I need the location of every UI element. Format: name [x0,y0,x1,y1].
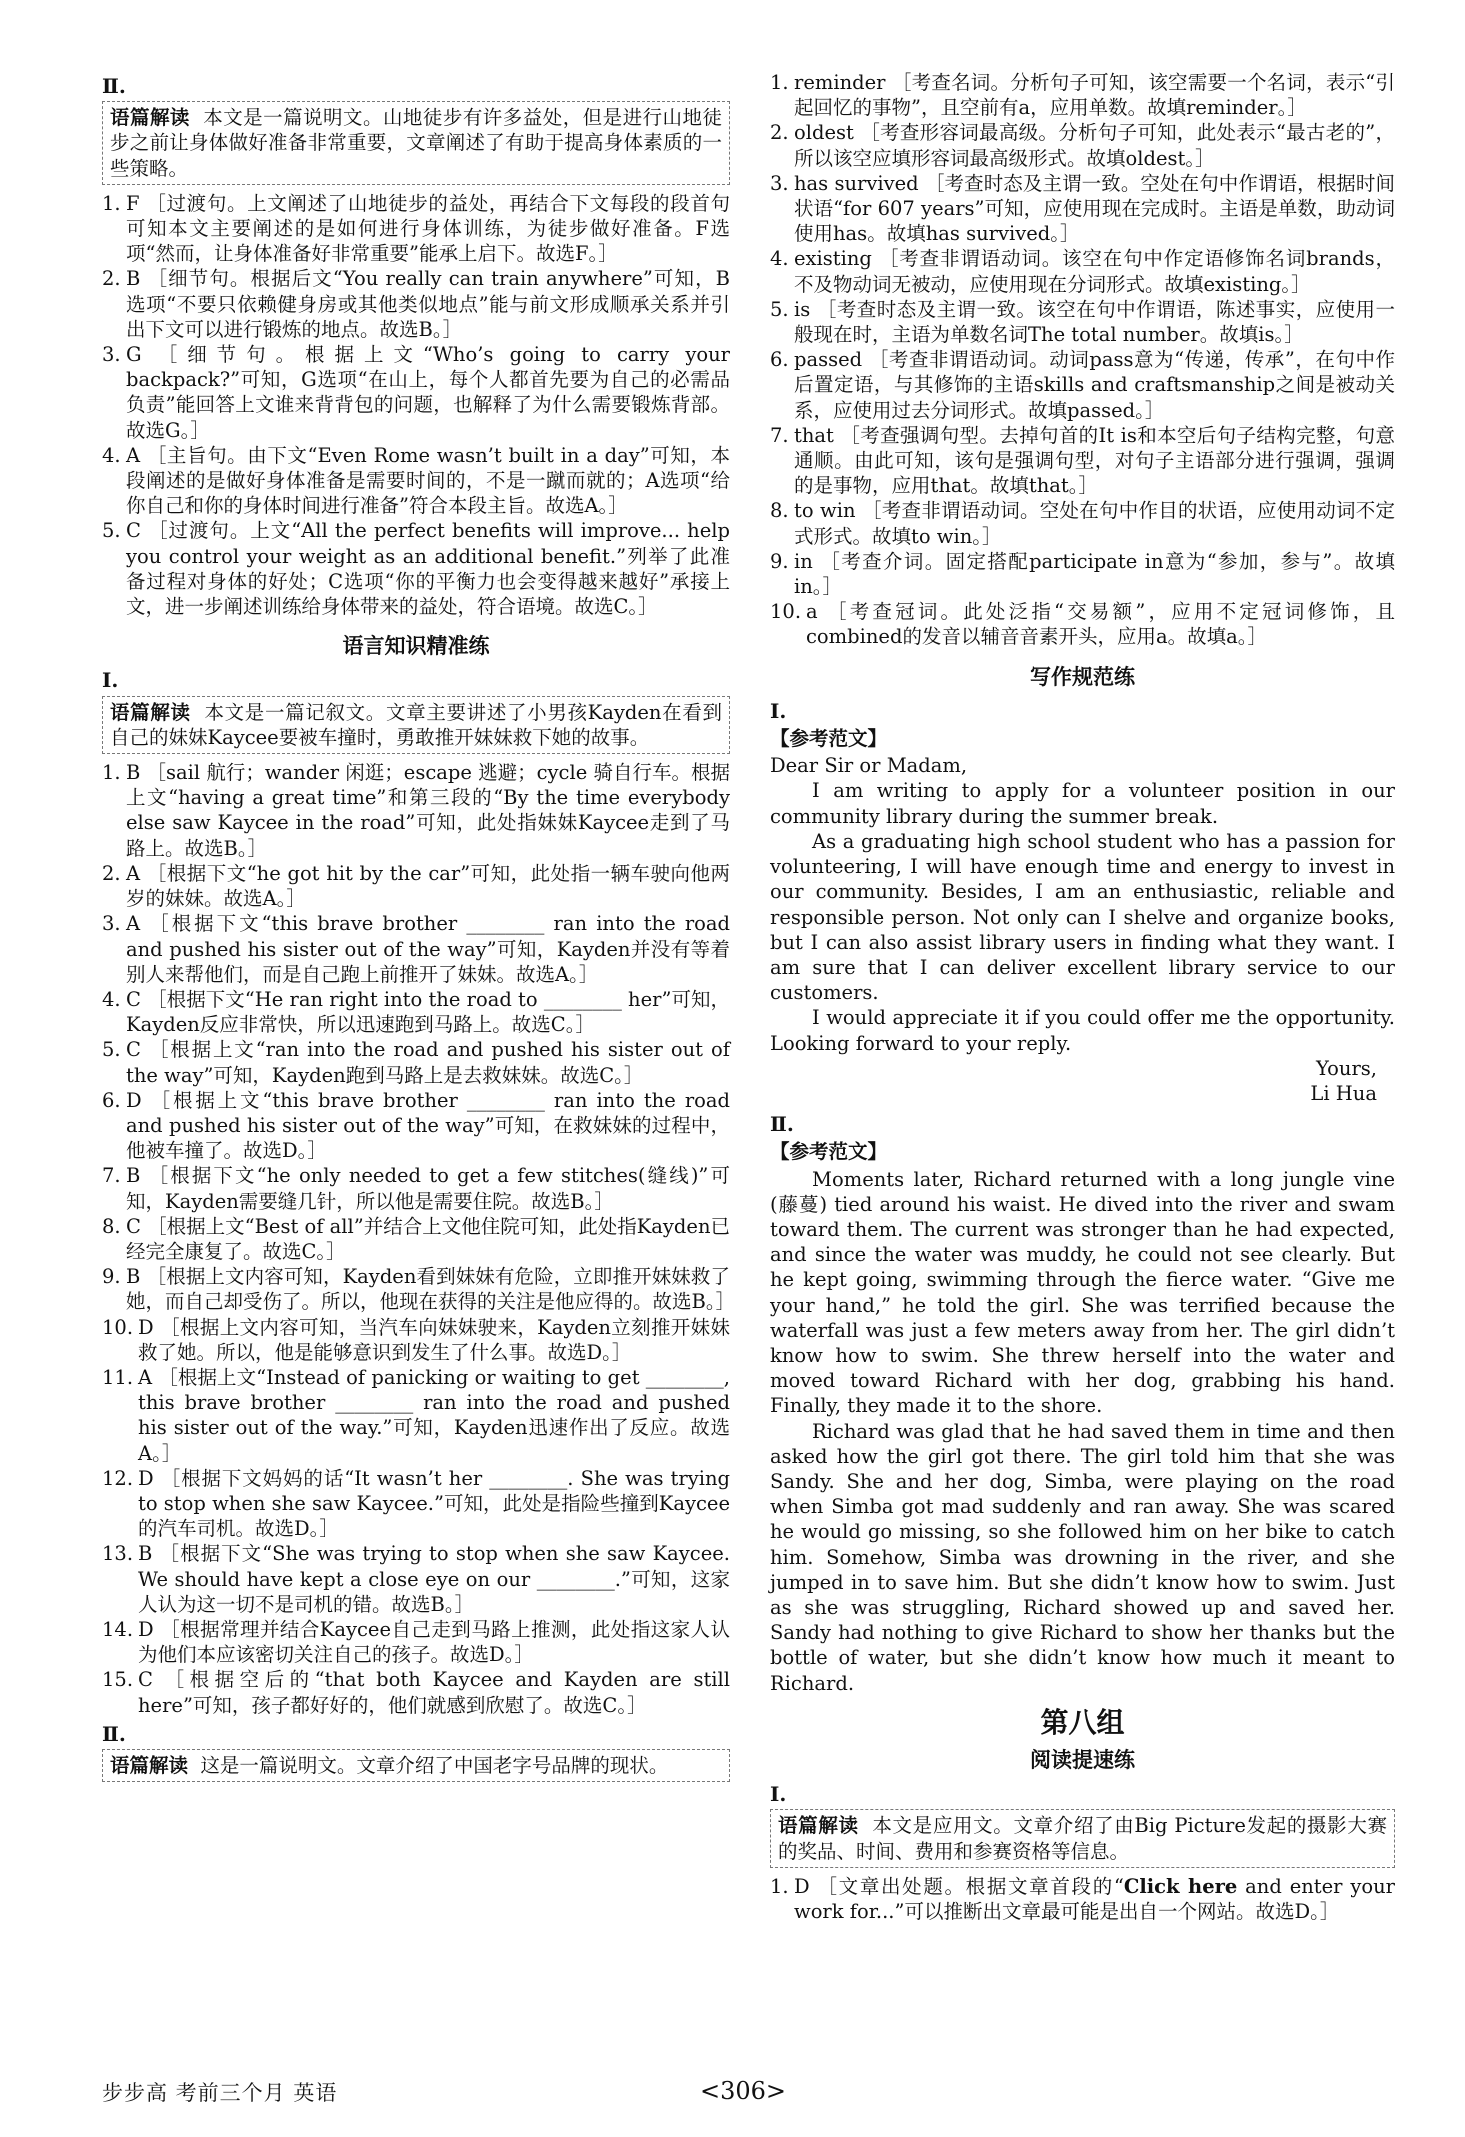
answer-item [102,266,730,342]
item-number: 1. [770,71,789,94]
answer-item [102,1214,730,1264]
answer-item [770,171,1395,247]
answer-item [770,423,1395,499]
item-text: B ［根据下文“he only needed to get a few stitches(缝线)”可知，Kayden需要缝几针，所以他是需要住院。故选B。］ [126,1164,730,1213]
item-text: D ［根据上文内容可知，当汽车向妹妹驶来，Kayden立刻推开妹妹救了她。所以，他是能够意识到发生了什么事。故选D。］ [138,1315,730,1364]
answer-item [102,1037,730,1087]
section-label: Ⅱ. [770,1112,794,1137]
item-text: is ［考查时态及主谓一致。该空在句中作谓语，陈述事实，应使用一般现在时，主语为单数名词The total number。故填is。］ [794,297,1395,347]
answer-item [770,549,1395,599]
section-label: Ⅱ. [102,1721,126,1746]
answer-list [102,760,736,1718]
item-text: F ［过渡句。上文阐述了山地徒步的益处，再结合下文每段的段首句可知本文主要阐述的是如何进行身体训练，为徒步做好准备。F选项“然而，让身体准备好非常重要”能承上启下。故选F。］ [126,191,730,266]
item-number: 3. [770,171,789,195]
passage-analysis-box [102,101,730,185]
item-number: 3. [102,912,121,936]
item-text: reminder ［考查名词。分析句子可知，该空需要一个名词，表示“引起回忆的事物”，且空前有a，应用单数。故填reminder。］ [794,71,1395,120]
item-text: existing ［考查非谓语动词。该空在句中作定语修饰名词brands，不及物动词无被动，应使用现在分词形式。故填existing。］ [794,247,1395,296]
item-number: 4. [102,443,121,467]
answer-item [770,297,1395,347]
item-text: C ［根据空后的“that both Kaycee and Kayden are still here”可知，孩子都好好的，他们就感到欣慰了。故选C。］ [138,1668,730,1717]
item-text: to win ［考查非谓语动词。空处在句中作目的状语，应使用动词不定式形式。故填to win。］ [794,499,1395,548]
box-label: 语篇解读 [110,700,191,724]
answer-item [102,342,730,443]
answer-item [102,443,730,519]
item-text: D ［根据下文妈妈的话“It wasn’t her ________. She was trying to stop when she saw Kaycee.”可知，此处是指险些撞到Kaycee的汽车司机。故选D。］ [138,1466,730,1541]
item-number: 13. [102,1542,134,1566]
item-text: G ［细节句。根据上文“Who’s going to carry your backpack?”可知，G选项“在山上，每个人都首先要为自己的必需品负责”能回答上文谁来背背包的问题，也解释了为什么需要锻炼背部。故选G。］ [126,343,730,442]
answer-item [102,1315,730,1365]
item-text: A ［根据下文“he got hit by the car”可知，此处指一辆车驶向他两岁的妹妹。故选A。］ [126,861,730,911]
answer-item [102,911,730,987]
item-text: D ［文章出处题。根据文章首段的“ [794,1874,1124,1898]
section-label: Ⅰ. [102,668,119,693]
item-number: 9. [102,1265,121,1289]
page-number: <306> [700,2077,787,2105]
answer-item [102,1541,730,1617]
section-label: Ⅰ. [770,698,787,723]
essay-paragraph: As a graduating high school student who has a passion for volunteering, I will have enough time and energy to invest in our community. Besides, I am an enthusiastic, reliable and responsible person. Not only can I shelve and organize books, but I can also assist library users in finding what they want. I am sure that I can deliver excellent library service to our customers. [770,829,1395,1005]
item-text: A ［根据上文“Instead of panicking or waiting to get ________, this brave brother ________ ran into the road and pushed his sister out of the way.”可知，Kayden迅速作出了反应。故选A。］ [138,1365,730,1465]
box-text: 本文是应用文。文章介绍了由Big Picture发起的摄影大赛的奖品、时间、费用和参赛资格等信息。 [778,1814,1387,1863]
essay-paragraph: I am writing to apply for a volunteer position in our community library during the summer break. [770,779,1395,828]
item-number: 4. [770,247,789,271]
item-text: B ［根据下文“She was trying to stop when she saw Kaycee. We should have kept a close eye on our ________.”可知，这家人认为这一切不是司机的错。故选B。］ [138,1542,730,1616]
answer-item [102,861,730,911]
item-text: passed ［考查非谓语动词。动词pass意为“传递，传承”，在句中作后置定语，与其修饰的主语skills and craftsmanship之间是被动关系，应使用过去分词形式。故填passed。］ [794,348,1395,422]
item-text: B ［根据上文内容可知，Kayden看到妹妹有危险，立即推开妹妹救了她，而自己却受伤了。所以，他现在获得的关注是他应得的。故选B。］ [126,1265,736,1314]
item-number: 8. [770,499,789,523]
section-heading: 阅读提速练 [1030,1747,1135,1772]
item-number: 6. [770,348,789,372]
item-text: and enter your work for...”可以推断出文章最可能是出自一个网站。故选D。］ [794,1874,1395,1924]
item-text: B ［sail 航行；wander 闲逛；escape 逃避；cycle 骑自行车。根据上文“having a great time”和第三段的“By the time everybody else saw Kaycee in the road”可知，此处指妹妹Kaycee走到了马路上。故选B。］ [126,761,730,860]
item-text: C ［根据上文“ran into the road and pushed his sister out of the way”可知，Kayden跑到马路上是去救妹妹。故选C。］ [126,1038,730,1087]
item-text: a ［考查冠词。此处泛指“交易额”，应用不定冠词修饰，且combined的发音以辅音音素开头，应用a。故填a。］ [806,600,1395,649]
answer-item [770,70,1395,120]
item-text: in ［考查介词。固定搭配participate in意为“参加，参与”。故填in。］ [794,549,1395,599]
answer-item [770,498,1395,548]
section-heading: 写作规范练 [1030,663,1135,689]
item-number: 5. [770,297,789,321]
item-text: oldest ［考查形容词最高级。分析句子可知，此处表示“最古老的”，所以该空应填形容词最高级形式。故填oldest。］ [794,121,1395,170]
item-number: 9. [770,549,789,573]
answer-item [770,120,1395,170]
essay-paragraph: I would appreciate it if you could offer me the opportunity. Looking forward to your reply. [770,1006,1395,1055]
item-text: A ［根据下文“this brave brother ________ ran into the road and pushed his sister out of the way”可知，Kayden并没有等着别人来帮他们，而是自己跑上前推开了妹妹。故选A。］ [126,912,730,986]
section-label: Ⅰ. [770,1782,787,1807]
item-number: 10. [102,1315,134,1339]
item-number: 1. [770,1874,789,1898]
essay-paragraph: Richard was glad that he had saved them in time and then asked how the girl got there. The girl told him that she was Sandy. She and her dog, Simba, were playing on the road when Simba got mad suddenly and ran away. She was scared he would go missing, so she followed him on her bike to catch him. Somehow, Simba was drowning in the river, and she jumped in to save him. But she didn’t know how to swim. Just as she was struggling, Richard showed up and saved her. Sandy had nothing to give Richard to show her thanks but the bottle of water, but she didn’t know how much it meant to Richard. [770,1419,1395,1695]
item-number: 14. [102,1617,134,1641]
right-column [770,70,1395,1924]
box-label: 语篇解读 [778,1814,859,1838]
item-number: 11. [102,1365,134,1389]
answer-list [102,191,730,619]
signature-name: Li Hua [1310,1081,1377,1105]
left-column [102,70,736,1788]
item-number: 10. [770,600,802,624]
passage-analysis-box [770,1809,1395,1867]
item-bold-text: Click here [1123,1874,1238,1898]
box-label: 语篇解读 [110,106,190,130]
answer-item [102,1088,730,1164]
answer-item [770,1874,1395,1924]
item-number: 2. [102,861,121,885]
answer-item [102,760,730,861]
item-text: has survived ［考查时态及主谓一致。空处在句中作谓语，根据时间状语“for 607 years”可知，应使用现在完成时。主语是单数，助动词使用has。故填has survived。］ [794,171,1395,246]
answer-item [102,1365,730,1466]
item-text: B ［细节句。根据后文“You really can train anywhere”可知，B选项“不要只依赖健身房或其他类似地点”能与前文形成顺承关系并引出下文可以进行锻炼的地点。故选B。］ [126,267,730,341]
answer-item [102,518,730,619]
item-number: 1. [102,761,121,785]
box-text: 这是一篇说明文。文章介绍了中国老字号品牌的现状。 [200,1754,669,1777]
closing: Yours, [1315,1056,1377,1080]
box-text: 本文是一篇记叙文。文章主要讲述了小男孩Kayden在看到自己的妹妹Kaycee要被车撞时，勇敢推开妹妹救下她的故事。 [110,700,722,749]
item-text: C ［根据下文“He ran right into the road to ________ her”可知，Kayden反应非常快，所以迅速跑到马路上。故选C。］ [126,987,730,1037]
answer-list [770,70,1395,650]
item-text: A ［主旨句。由下文“Even Rome wasn’t built in a day”可知，本段阐述的是做好身体准备是需要时间的，不是一蹴而就的；A选项“给你自己和你的身体时间进行准备”符合本段主旨。故选A。］ [126,443,730,518]
item-text: C ［根据上文“Best of all”并结合上文他住院可知，此处指Kayden已经完全康复了。故选C。］ [126,1214,731,1263]
box-label: 语篇解读 [110,1754,189,1777]
answer-item [102,1466,730,1542]
item-number: 8. [102,1214,121,1238]
passage-analysis-box [102,1749,730,1782]
section-label: Ⅱ. [102,74,126,98]
item-number: 7. [102,1164,121,1188]
item-number: 5. [102,519,121,543]
item-text: C ［过渡句。上文“All the perfect benefits will improve... help you control your weight as an additional benefit.”列举了此准备过程对身体的好处；C选项“你的平衡力也会变得越来越好”承接上文，进一步阐述训练给身体带来的益处，符合语境。故选C。］ [126,519,730,619]
answer-item [102,987,730,1037]
reference-essay-label: 【参考范文】 [770,1140,888,1164]
item-number: 4. [102,987,121,1011]
item-number: 2. [102,267,121,291]
section-heading: 语言知识精准练 [342,633,490,659]
answer-item [770,246,1395,296]
item-number: 7. [770,423,789,447]
reference-essay-label: 【参考范文】 [770,727,888,751]
item-number: 6. [102,1088,121,1112]
answer-item [102,1617,730,1667]
answer-item [102,1264,736,1314]
item-text: that ［考查强调句型。去掉句首的It is和本空后句子结构完整，句意通顺。由此可知，该句是强调句型，对句子主语部分进行强调，强调的是事物，应用that。故填that。］ [794,423,1395,498]
answer-item [770,347,1395,423]
answer-item [102,1667,730,1717]
item-number: 3. [102,343,121,367]
salutation: Dear Sir or Madam, [770,754,968,778]
box-text: 本文是一篇说明文。山地徒步有许多益处，但是进行山地徒步之前让身体做好准备非常重要，文章阐述了有助于提高身体素质的一些策略。 [110,106,722,180]
item-text: D ［根据上文“this brave brother ________ ran into the road and pushed his sister out of the way”可知，在救妹妹的过程中，他被车撞了。故选D。］ [126,1088,730,1163]
essay-paragraph: Moments later, Richard returned with a long jungle vine (藤蔓) tied around his waist. He dived into the river and swam toward them. The current was stronger than he had expected, and since the water was muddy, he could not see clearly. But he kept going, swimming through the fierce water. “Give me your hand,” he told the girl. She was terrified because the waterfall was just a few meters away from her. The girl didn’t know how to swim. She threw herself into the water and moved toward Richard with her dog, grabbing his hand. Finally, they made it to the shore. [770,1167,1395,1418]
item-number: 2. [770,121,789,145]
passage-analysis-box [102,696,730,754]
answer-item [102,191,730,267]
item-text: D ［根据常理并结合Kaycee自己走到马路上推测，此处指这家人认为他们本应该密切关注自己的孩子。故选D。］ [138,1617,730,1667]
item-number: 15. [102,1668,134,1692]
item-number: 1. [102,191,121,215]
answer-item [102,1163,730,1213]
item-number: 12. [102,1466,134,1490]
footer-book-title: 步步高 考前三个月 英语 [102,2081,338,2105]
item-number: 5. [102,1038,121,1062]
group-title: 第八组 [1040,1705,1125,1739]
answer-item [770,599,1395,649]
